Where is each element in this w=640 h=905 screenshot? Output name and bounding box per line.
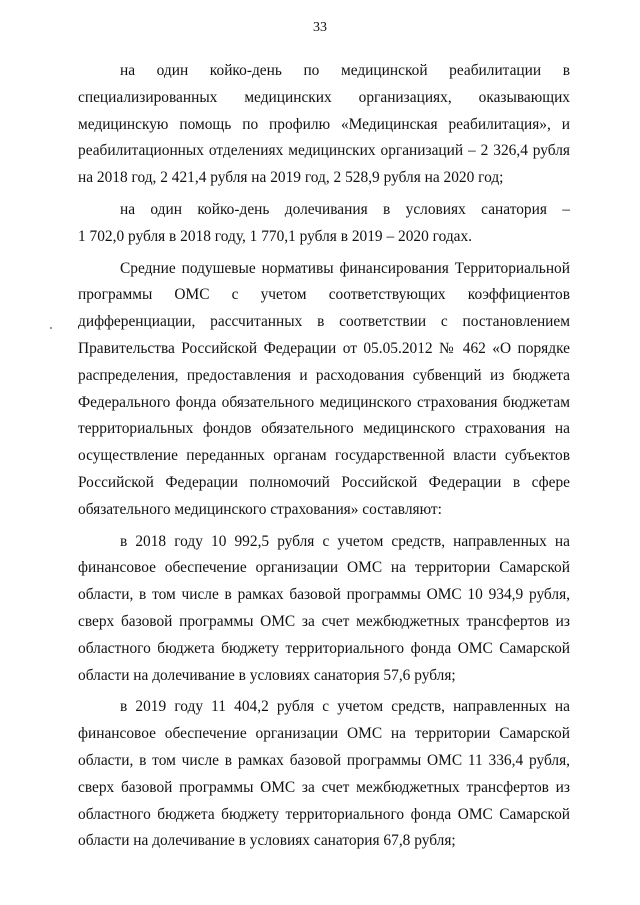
text-line: сверх базовой программы ОМС за счет межбюджетных трансфертов из [78,778,570,796]
text-line: на 2018 год, 2 421,4 рубля на 2019 год, 2 528,9 рубля на 2020 год; [78,169,504,187]
paragraph [78,58,570,192]
text-line: 1 702,0 рубля в 2018 году, 1 770,1 рубля в 2019 – 2020 годах. [78,227,473,245]
text-line: в 2018 году 10 992,5 рубля с учетом средств, направленных на [120,532,570,550]
text-line: финансовое обеспечение организации ОМС на территории Самарской [78,725,570,743]
document-body [78,58,570,860]
text-line: обязательного медицинского страхования» составляют: [78,500,442,518]
text-line: областного бюджета бюджету территориального фонда ОМС Самарской [78,805,570,823]
text-line: реабилитационных отделениях медицинских организаций – 2 326,4 рубля [78,142,570,160]
text-line: области на долечивание в условиях санатория 67,8 рубля; [78,832,456,850]
text-line: территориальных фондов обязательного медицинского страхования на [78,420,570,438]
text-line: в 2019 году 11 404,2 рубля с учетом средств, направленных на [120,698,570,716]
text-line: Российской Федерации полномочий Российской Федерации в сфере [78,473,570,491]
scan-speck [50,327,52,329]
text-line: областного бюджета бюджету территориального фонда ОМС Самарской [78,639,570,657]
text-line: области на долечивание в условиях санатория 57,6 рубля; [78,666,456,684]
text-line: области, в том числе в рамках базовой программы ОМС 10 934,9 рубля, [78,586,570,604]
text-line: области, в том числе в рамках базовой программы ОМС 11 336,4 рубля, [78,751,570,769]
text-line: на один койко-день по медицинской реабилитации в [120,62,570,79]
text-line: программы ОМС с учетом соответствующих коэффициентов [78,286,570,304]
text-line: Правительства Российской Федерации от 05.05.2012 № 462 «О порядке [78,339,570,357]
text-line: финансовое обеспечение организации ОМС на территории Самарской [78,559,570,577]
paragraph [78,256,570,524]
page-number: 33 [313,20,327,35]
text-line: дифференциации, рассчитанных в соответствии с постановлением [78,313,570,331]
text-line: Федерального фонда обязательного медицинского страхования бюджетам [78,393,570,411]
text-line: распределения, предоставления и расходования субвенций из бюджета [78,366,570,384]
text-line: осуществление переданных органам государственной власти субъектов [78,447,570,465]
text-line: Средние подушевые нормативы финансирования Территориальной [120,259,570,277]
paragraph [78,197,570,251]
paragraph [78,694,570,855]
text-line: медицинскую помощь по профилю «Медицинская реабилитация», и [78,115,570,133]
paragraph [78,529,570,690]
text-line: сверх базовой программы ОМС за счет межбюджетных трансфертов из [78,612,570,630]
text-line: на один койко-день долечивания в условиях санатория – [120,200,570,218]
text-line: специализированных медицинских организациях, оказывающих [78,88,570,106]
